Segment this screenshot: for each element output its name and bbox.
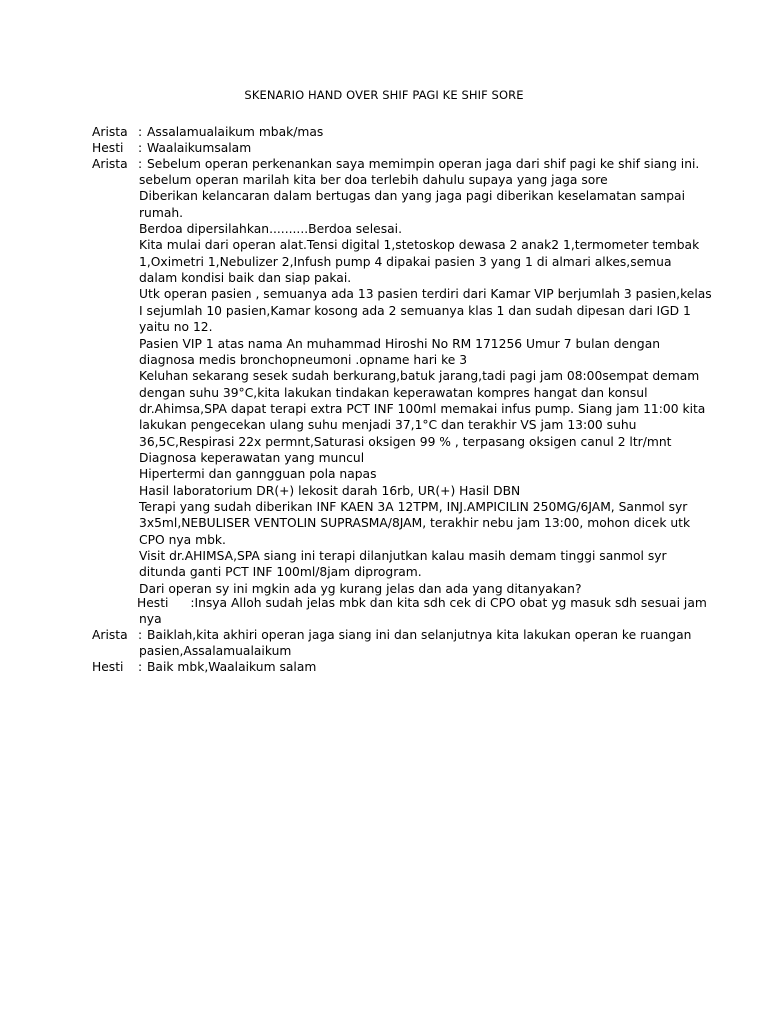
speech-line: Diagnosa keperawatan yang muncul <box>139 451 365 465</box>
speech-line: 36,5C,Respirasi 22x permnt,Saturasi oksigen 99 % , terpasang oksigen canul 2 ltr/mnt <box>139 435 672 449</box>
dialogue-line <box>92 140 692 156</box>
speech-line: dalam kondisi baik dan siap pakai. <box>139 271 352 285</box>
speech-line: Keluhan sekarang sesek sudah berkurang,batuk jarang,tadi pagi jam 08:00sempat demam <box>139 369 700 383</box>
speech-line: 1,Oximetri 1,Nebulizer 2,Infush pump 4 dipakai pasien 3 yang 1 di almari alkes,semua <box>139 255 672 269</box>
document-title: SKENARIO HAND OVER SHIF PAGI KE SHIF SORE <box>244 88 524 102</box>
dialogue-text: Assalamualaikum mbak/mas <box>147 125 324 139</box>
dialogue-continuation: pasien,Assalamualaikum <box>139 644 292 658</box>
speech-line: 3x5ml,NEBULISER VENTOLIN SUPRASMA/8JAM, terakhir nebu jam 13:00, mohon dicek utk <box>139 516 691 530</box>
speech-line: dengan suhu 39°C,kita lakukan tindakan keperawatan kompres hangat dan konsul <box>139 386 648 400</box>
dialogue-line <box>92 627 692 643</box>
speech-line: rumah. <box>139 206 184 220</box>
dialogue-line <box>92 124 692 140</box>
colon: : <box>138 125 143 139</box>
speaker-name: Hesti <box>92 660 124 674</box>
speech-line: CPO nya mbk. <box>139 533 226 547</box>
speech-line: Pasien VIP 1 atas nama An muhammad Hiroshi No RM 171256 Umur 7 bulan dengan <box>139 337 661 351</box>
dialogue-text: Baiklah,kita akhiri operan jaga siang ini dan selanjutnya kita lakukan operan ke ruangan <box>147 628 692 642</box>
dialogue-text: Waalaikumsalam <box>147 141 252 155</box>
speech-line: Kita mulai dari operan alat.Tensi digital 1,stetoskop dewasa 2 anak2 1,termometer tembak <box>139 238 700 252</box>
speech-line: lakukan pengecekan ulang suhu menjadi 37,1°C dan terakhir VS jam 13:00 suhu <box>139 418 637 432</box>
speech-line: I sejumlah 10 pasien,Kamar kosong ada 2 semuanya klas 1 dan sudah dipesan dari IGD 1 <box>139 304 691 318</box>
speech-line: yaitu no 12. <box>139 320 213 334</box>
speaker-name: Hesti <box>137 596 169 610</box>
speech-line: Hasil laboratorium DR(+) lekosit darah 16rb, UR(+) Hasil DBN <box>139 484 521 498</box>
speech-line: Diberikan kelancaran dalam bertugas dan yang jaga pagi diberikan keselamatan sampai <box>139 189 686 203</box>
speaker-name: Arista <box>92 628 128 642</box>
speech-line: Visit dr.AHIMSA,SPA siang ini terapi dilanjutkan kalau masih demam tinggi sanmol syr <box>139 549 667 563</box>
speech-line: sebelum operan marilah kita ber doa terlebih dahulu supaya yang jaga sore <box>139 173 608 187</box>
speech-line: ditunda ganti PCT INF 100ml/8jam diprogram. <box>139 565 422 579</box>
speech-line: Terapi yang sudah diberikan INF KAEN 3A 12TPM, INJ.AMPICILIN 250MG/6JAM, Sanmol syr <box>139 500 688 514</box>
speech-line: Dari operan sy ini mgkin ada yg kurang jelas dan ada yang ditanyakan? <box>139 582 582 596</box>
speech-line: Berdoa dipersilahkan..........Berdoa selesai. <box>139 222 402 236</box>
colon: : <box>138 628 143 642</box>
dialogue-text: Sebelum operan perkenankan saya memimpin operan jaga dari shif pagi ke shif siang ini. <box>147 157 700 171</box>
dialogue-line <box>92 659 692 675</box>
colon: : <box>138 141 143 155</box>
dialogue-text: Baik mbk,Waalaikum salam <box>147 660 317 674</box>
speech-line: diagnosa medis bronchopneumoni .opname hari ke 3 <box>139 353 468 367</box>
speaker-name: Hesti <box>92 141 124 155</box>
dialogue-line <box>92 156 700 172</box>
speech-line: Utk operan pasien , semuanya ada 13 pasien terdiri dari Kamar VIP berjumlah 3 pasien,kelas <box>139 287 712 301</box>
colon: : <box>138 660 143 674</box>
hesti-reply-continuation: nya <box>139 612 162 626</box>
speech-line: Hipertermi dan ganngguan pola napas <box>139 467 377 481</box>
hesti-reply <box>137 595 707 611</box>
speaker-name: Arista <box>92 125 128 139</box>
speech-line: dr.Ahimsa,SPA dapat terapi extra PCT INF 100ml memakai infus pump. Siang jam 11:00 kita <box>139 402 706 416</box>
colon: : <box>138 157 143 171</box>
speaker-name: Arista <box>92 157 128 171</box>
dialogue-text: :Insya Alloh sudah jelas mbk dan kita sdh cek di CPO obat yg masuk sdh sesuai jam <box>190 596 707 610</box>
